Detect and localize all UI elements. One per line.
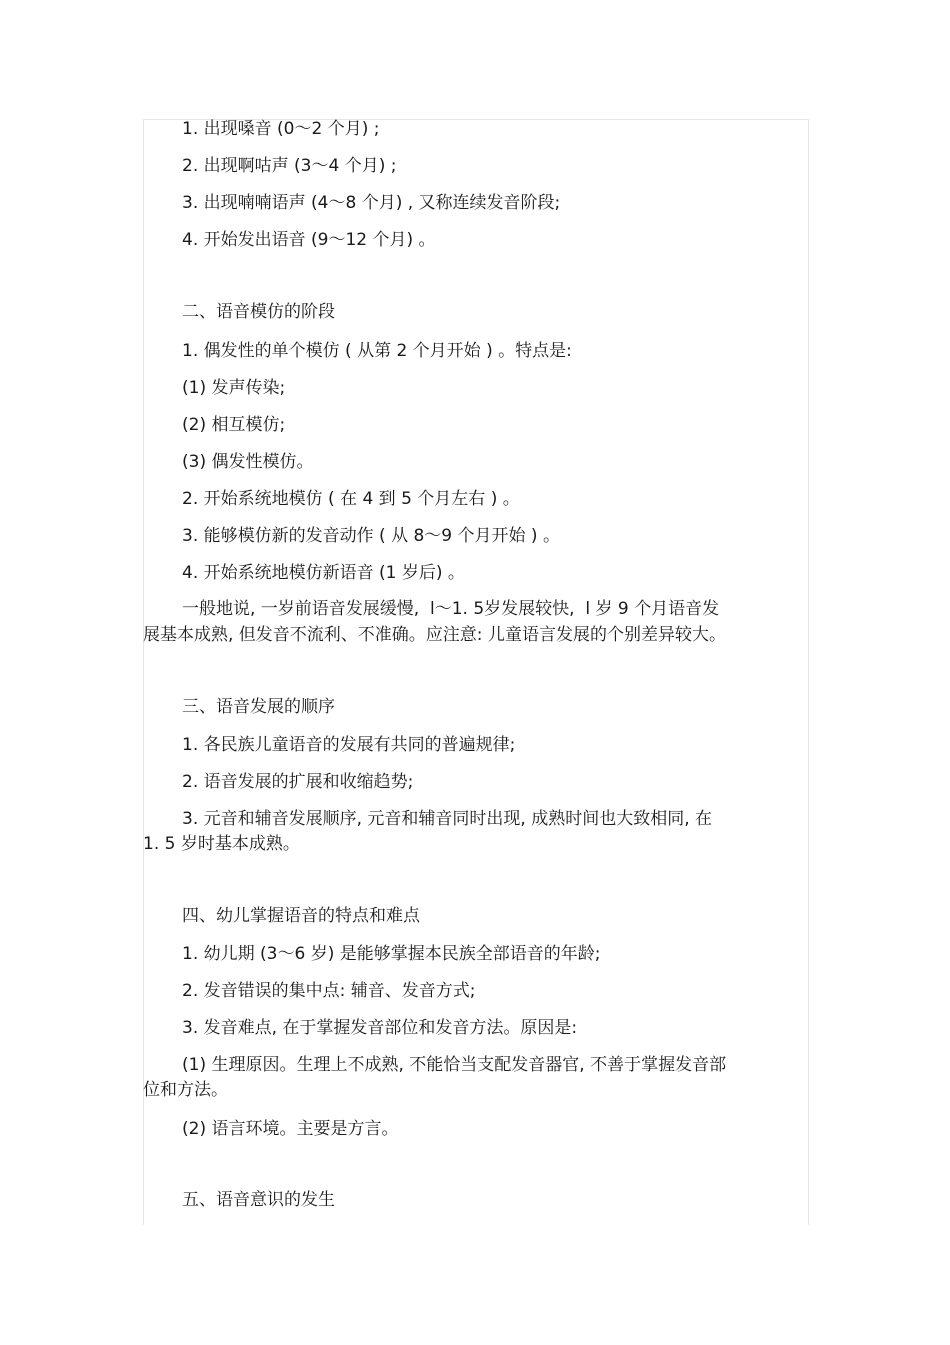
list-item: (1) 生理原因。生理上不成熟, 不能恰当支配发音器官, 不善于掌握发音部 bbox=[182, 1055, 727, 1075]
list-item: 1. 各民族儿童语音的发展有共同的普遍规律; bbox=[182, 735, 516, 755]
list-item: 2. 开始系统地模仿 ( 在 4 到 5 个月左右 ) 。 bbox=[182, 489, 520, 509]
list-item: 3. 出现喃喃语声 (4～8 个月) , 又称连续发音阶段; bbox=[182, 193, 561, 213]
paragraph-line: 一般地说, 一岁前语音发展缓慢, l～1. 5岁发展较快, l 岁 9 个月语音发 bbox=[182, 599, 720, 619]
list-item: (1) 发声传染; bbox=[182, 378, 286, 398]
list-item: 1. 出现嗓音 (0～2 个月) ; bbox=[182, 119, 380, 139]
list-item-continuation: 位和方法。 bbox=[143, 1080, 228, 1100]
list-item: 1. 偶发性的单个模仿 ( 从第 2 个月开始 ) 。特点是: bbox=[182, 341, 572, 361]
list-item: (2) 相互模仿; bbox=[182, 415, 286, 435]
list-item: (3) 偶发性模仿。 bbox=[182, 452, 314, 472]
list-item: 1. 幼儿期 (3～6 岁) 是能够掌握本民族全部语音的年龄; bbox=[182, 944, 601, 964]
list-item: 2. 语音发展的扩展和收缩趋势; bbox=[182, 772, 414, 792]
paragraph-line: 展基本成熟, 但发音不流利、不准确。应注意: 儿童语言发展的个别差异较大。 bbox=[143, 625, 726, 645]
list-item: (2) 语言环境。主要是方言。 bbox=[182, 1119, 399, 1139]
list-item: 3. 发音难点, 在于掌握发音部位和发音方法。原因是: bbox=[182, 1018, 578, 1038]
section-heading: 四、幼儿掌握语音的特点和难点 bbox=[182, 906, 420, 926]
list-item: 3. 能够模仿新的发音动作 ( 从 8～9 个月开始 ) 。 bbox=[182, 526, 560, 546]
section-heading: 三、语音发展的顺序 bbox=[182, 697, 335, 717]
list-item: 2. 出现啊咕声 (3～4 个月) ; bbox=[182, 156, 397, 176]
list-item-continuation: 1. 5 岁时基本成熟。 bbox=[143, 834, 300, 854]
list-item: 4. 开始系统地模仿新语音 (1 岁后) 。 bbox=[182, 563, 465, 583]
section-heading: 二、语音模仿的阶段 bbox=[182, 302, 335, 322]
list-item: 4. 开始发出语音 (9～12 个月) 。 bbox=[182, 230, 436, 250]
section-heading: 五、语音意识的发生 bbox=[182, 1190, 335, 1210]
list-item: 3. 元音和辅音发展顺序, 元音和辅音同时出现, 成熟时间也大致相同, 在 bbox=[182, 809, 713, 829]
list-item: 2. 发音错误的集中点: 辅音、发音方式; bbox=[182, 981, 476, 1001]
